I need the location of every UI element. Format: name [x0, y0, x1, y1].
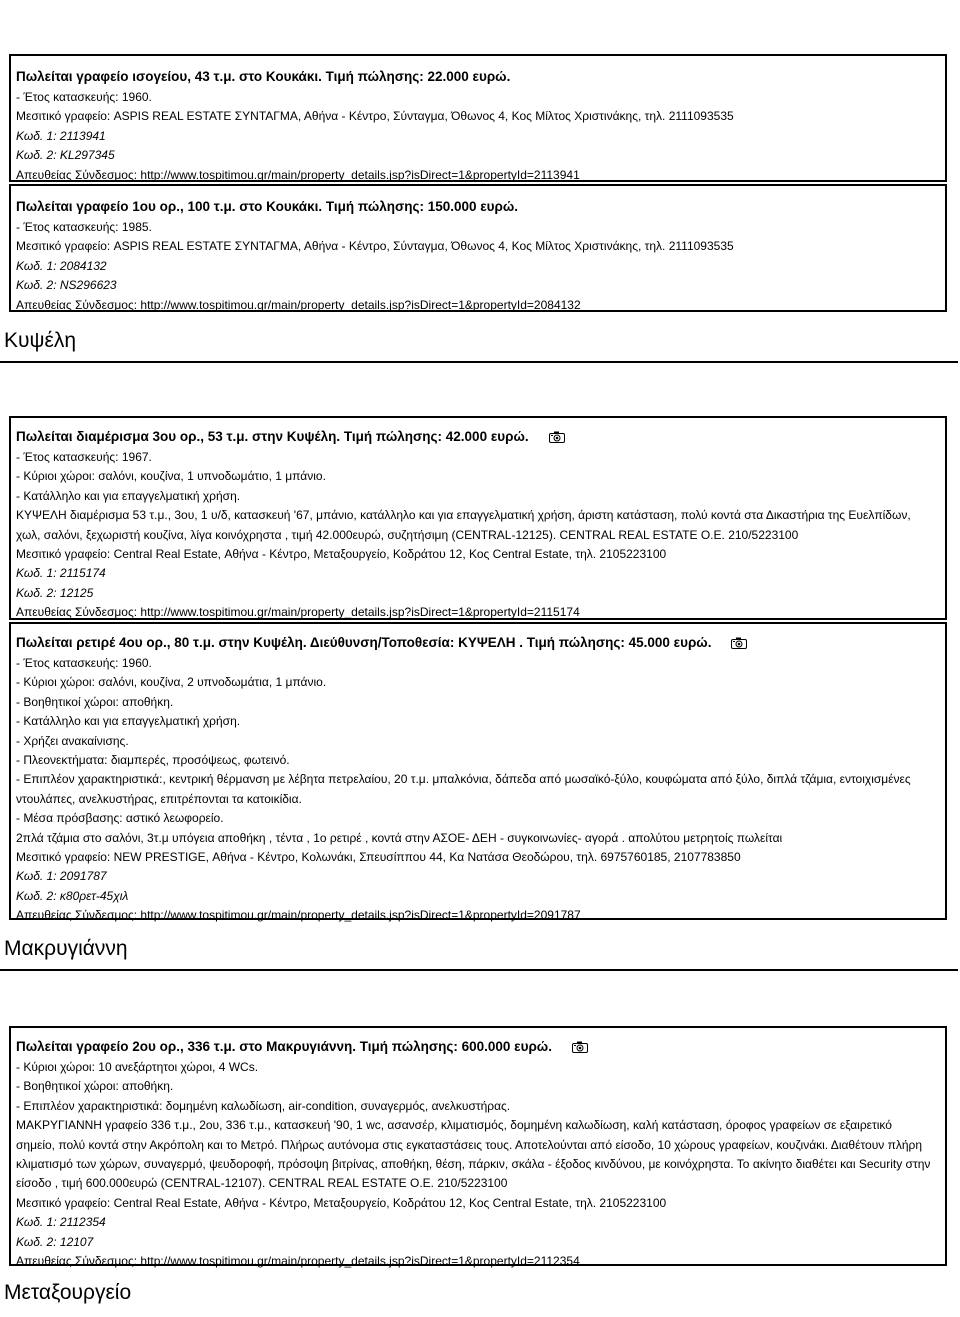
code-2: Κωδ. 2: NS296623 [16, 278, 117, 293]
listing-card [9, 416, 947, 620]
agency-office: Μεσιτικό γραφείο: ASPIS REAL ESTATE ΣΥΝΤΑΓΜΑ, Αθήνα - Κέντρο, Σύνταγμα, Όθωνος 4, Κος Μίλτος Χριστινάκης, τηλ. 2111093535 [16, 239, 734, 254]
direct-link[interactable]: Απευθείας Σύνδεσμος: http://www.tospitimou.gr/main/property_details.jsp?isDirect=1&propertyId=2084132 [16, 297, 581, 312]
code-1: Κωδ. 1: 2112354 [16, 1215, 106, 1230]
main-rooms: - Κύριοι χώροι: σαλόνι, κουζίνα, 1 υπνοδωμάτιο, 1 μπάνιο. [16, 469, 326, 484]
construction-year: - Έτος κατασκευής: 1960. [16, 90, 152, 104]
construction-year: - Έτος κατασκευής: 1985. [16, 220, 152, 234]
aux-rooms: - Βοηθητικοί χώροι: αποθήκη. [16, 694, 174, 709]
listing-title [16, 1036, 945, 1058]
listing-card [9, 184, 947, 312]
code-1: Κωδ. 1: 2084132 [16, 258, 107, 273]
listing-title-text: Πωλείται ρετιρέ 4ου ορ., 80 τ.μ. στην Κυψέλη. Διεύθυνση/Τοποθεσία: ΚΥΨΕΛΗ . Τιμή πώλησης: 45.000 ευρώ. [16, 635, 712, 650]
listing-title-text: Πωλείται διαμέρισμα 3ου ορ., 53 τ.μ. στην Κυψέλη. Τιμή πώλησης: 42.000 ευρώ. [16, 429, 529, 444]
listing-description: ΜΑΚΡΥΓΙΑΝΝΗ γραφείο 336 τ.μ., 2ου, 336 τ.μ., κατασκευή '90, 1 wc, ασανσέρ, κλιματισμός, δομημένη καλωδίωση, καλή κατάσταση, όροφος γραφείων σε εξαιρετικό σημείο, πολύ κοντά στην Ακρόπολη και το Μετρό. Πλήρως αυτόνομα στις εγκαταστάσεις τους. Αποτελούνται από είσοδο, 10 χώρους γραφείων, κουζινάκι. Διαθέτουν πλήρη κλιματισμό των χώρων, συναγερμό, ψευδοροφή, πρόσοψη βιτρίνας, αποθήκη, θέση, πάρκιν, σκάλα - έξοδος κινδύνου, με κοινόχρηστα. Το ακίνητο διαθέτει και Security στην είσοδο , τιμή 600.000ευρώ (CENTRAL-12107). CENTRAL REAL ESTATE O.E. 210/5223100 [16, 1118, 931, 1191]
listing-title: Πωλείται γραφείο ισογείου, 43 τ.μ. στο Κουκάκι. Τιμή πώλησης: 22.000 ευρώ. [16, 69, 511, 84]
main-rooms: - Κύριοι χώροι: σαλόνι, κουζίνα, 2 υπνοδωμάτια, 1 μπάνιο. [16, 675, 327, 690]
section-heading-makrygianni: Μακρυγιάννη [4, 937, 128, 960]
direct-link[interactable]: Απευθείας Σύνδεσμος: http://www.tospitimou.gr/main/property_details.jsp?isDirect=1&propertyId=2091787 [16, 908, 581, 923]
professional-use: - Κατάλληλο και για επαγγελματική χρήση. [16, 488, 241, 503]
listing-title: Πωλείται γραφείο 1ου ορ., 100 τ.μ. στο Κουκάκι. Τιμή πώλησης: 150.000 ευρώ. [16, 199, 519, 214]
camera-icon[interactable] [572, 1041, 588, 1053]
code-1: Κωδ. 1: 2091787 [16, 869, 107, 884]
agency-office: Μεσιτικό γραφείο: Central Real Estate, Αθήνα - Κέντρο, Μεταξουργείο, Κοδράτου 12, Κος Central Estate, τηλ. 2105223100 [16, 546, 667, 561]
main-rooms: - Κύριοι χώροι: 10 ανεξάρτητοι χώροι, 4 WCs. [16, 1060, 259, 1074]
listing-title [16, 632, 945, 654]
listing-description: 2πλά τζάμια στο σαλόνι, 3τ.μ υπόγεια αποθήκη , τέντα , 1ο ρετιρέ , κοντά στην ΑΣΟΕ- ΔΕΗ - συγκοινωνίες- αγορά . απολύτου μετρητοίς πωλείται [16, 830, 783, 845]
professional-use: - Κατάλληλο και για επαγγελματική χρήση. [16, 714, 241, 729]
direct-link[interactable]: Απευθείας Σύνδεσμος: http://www.tospitimou.gr/main/property_details.jsp?isDirect=1&propertyId=2115174 [16, 605, 580, 620]
listing-title [16, 426, 945, 448]
construction-year: - Έτος κατασκευής: 1960. [16, 656, 152, 670]
listing-description: ΚΥΨΕΛΗ διαμέρισμα 53 τ.μ., 3ου, 1 υ/δ, κατασκευή '67, μπάνιο, κατάλληλο και για επαγγελματική χρήση, άριστη κατάσταση, πολύ κοντά στα Δικαστήρια της Ευελπίδων, χωλ, σαλόνι, ξεχωριστή κουζίνα, λίγα κοινόχρηστα , τιμή 42.000ευρώ, συζητήσιμη (CENTRAL-12125). CENTRAL REAL ESTATE O.E. 210/5223100 [16, 508, 911, 542]
extra-features: - Επιπλέον χαρακτηριστικά:, κεντρική θέρμανση με λέβητα πετρελαίου, 20 τ.μ. μπαλκόνια, δάπεδα από μωσαϊκό-ξύλο, κουφώματα από ξύλο, διπλά τζάμια, εντοιχισμένες ντουλάπες, ανελκυστήρας, επιτρέπονται τα κατοικίδια. [16, 772, 911, 806]
listing-card [9, 54, 947, 182]
camera-icon[interactable] [549, 431, 565, 443]
extra-features: - Επιπλέον χαρακτηριστικά: δομημένη καλωδίωση, air-condition, συναγερμός, ανελκυστήρας. [16, 1098, 511, 1113]
aux-rooms: - Βοηθητικοί χώροι: αποθήκη. [16, 1079, 174, 1094]
camera-icon[interactable] [731, 637, 747, 649]
code-2: Κωδ. 2: κ80ρετ-45χιλ [16, 888, 129, 903]
section-heading-kypseli: Κυψέλη [4, 329, 77, 352]
code-2: Κωδ. 2: 12125 [16, 585, 94, 600]
advantages: - Πλεονεκτήματα: διαμπερές, προσόψεως, φωτεινό. [16, 752, 290, 767]
transport-access: - Μέσα πρόσβασης: αστικό λεωφορείο. [16, 811, 224, 826]
direct-link[interactable]: Απευθείας Σύνδεσμος: http://www.tospitimou.gr/main/property_details.jsp?isDirect=1&propertyId=2112354 [16, 1253, 580, 1268]
listing-card [9, 622, 947, 923]
listing-card [9, 1026, 947, 1266]
needs-renovation: - Χρήζει ανακαίνισης. [16, 733, 129, 748]
agency-office: Μεσιτικό γραφείο: ASPIS REAL ESTATE ΣΥΝΤΑΓΜΑ, Αθήνα - Κέντρο, Σύνταγμα, Όθωνος 4, Κος Μίλτος Χριστινάκης, τηλ. 2111093535 [16, 109, 734, 124]
code-2: Κωδ. 2: KL297345 [16, 148, 115, 163]
code-2: Κωδ. 2: 12107 [16, 1234, 94, 1249]
code-1: Κωδ. 1: 2113941 [16, 128, 106, 143]
listing-title-text: Πωλείται γραφείο 2ου ορ., 336 τ.μ. στο Μακρυγιάννη. Τιμή πώλησης: 600.000 ευρώ. [16, 1039, 552, 1054]
direct-link[interactable]: Απευθείας Σύνδεσμος: http://www.tospitimou.gr/main/property_details.jsp?isDirect=1&propertyId=2113941 [16, 167, 580, 182]
agency-office: Μεσιτικό γραφείο: NEW PRESTIGE, Αθήνα - Κέντρο, Κολωνάκι, Σπευσίππου 44, Κα Νατάσα Θεοδώρου, τηλ. 6975760185, 2107783850 [16, 849, 741, 864]
agency-office: Μεσιτικό γραφείο: Central Real Estate, Αθήνα - Κέντρο, Μεταξουργείο, Κοδράτου 12, Κος Central Estate, τηλ. 2105223100 [16, 1195, 667, 1210]
construction-year: - Έτος κατασκευής: 1967. [16, 450, 152, 464]
section-heading-metaxourgeio: Μεταξουργείο [4, 1281, 132, 1304]
section-divider [0, 361, 958, 363]
section-divider [0, 969, 958, 971]
code-1: Κωδ. 1: 2115174 [16, 566, 106, 581]
